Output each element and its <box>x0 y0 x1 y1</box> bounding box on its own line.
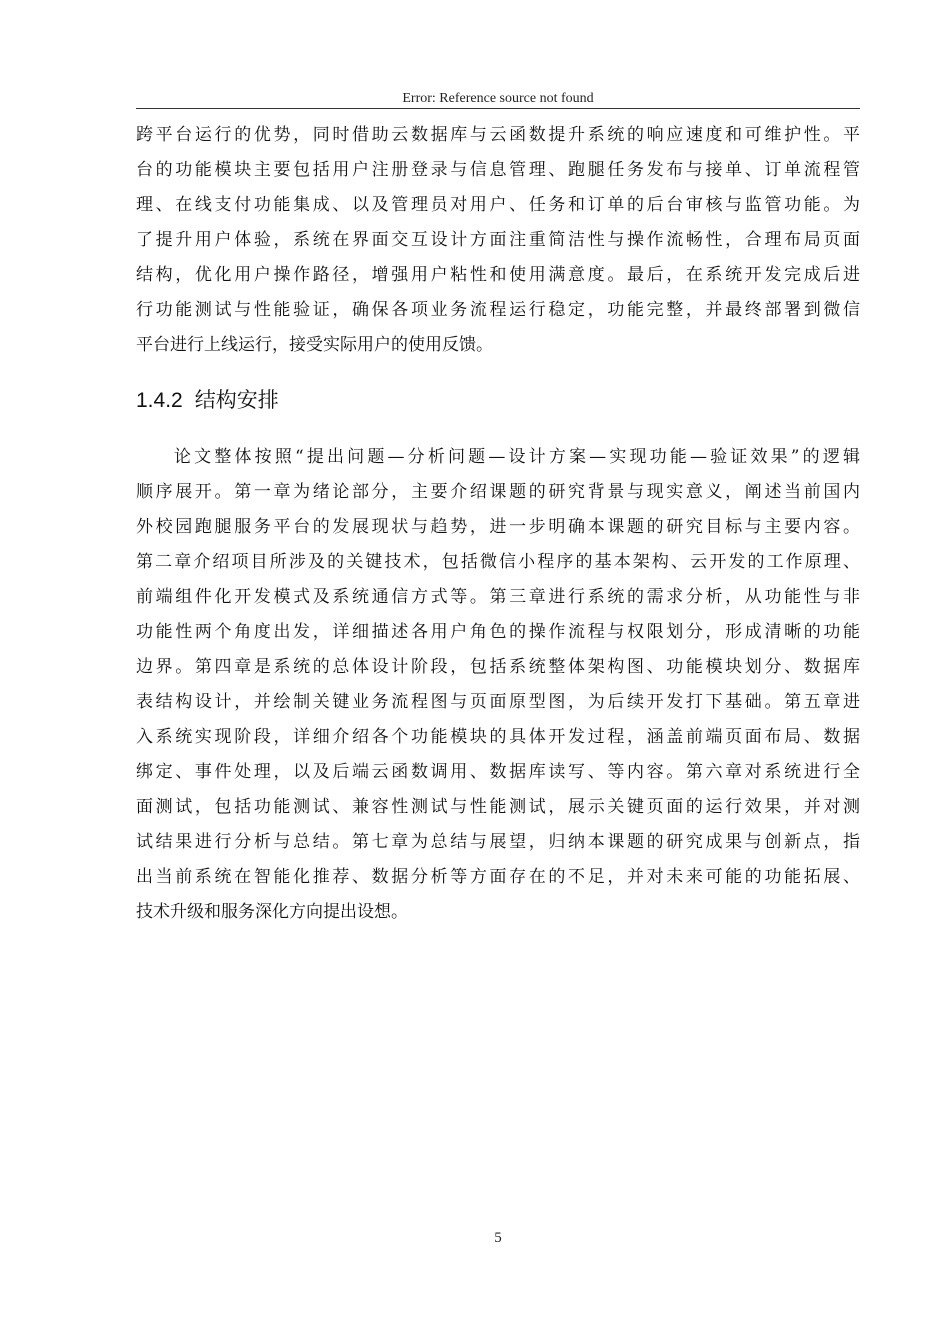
paragraph-line: 理、在线支付功能集成、以及管理员对用户、任务和订单的后台审核与监管功能。为 <box>136 195 860 215</box>
paragraph-line: 行功能测试与性能验证，确保各项业务流程运行稳定，功能完整，并最终部署到微信 <box>136 300 860 320</box>
paragraph-line: 出当前系统在智能化推荐、数据分析等方面存在的不足，并对未来可能的功能拓展、 <box>136 867 860 887</box>
paragraph-line: 了提升用户体验，系统在界面交互设计方面注重简洁性与操作流畅性，合理布局页面 <box>136 230 860 250</box>
paragraph-line: 表结构设计，并绘制关键业务流程图与页面原型图，为后续开发打下基础。第五章进 <box>136 692 860 712</box>
paragraph-line: 第二章介绍项目所涉及的关键技术，包括微信小程序的基本架构、云开发的工作原理、 <box>136 552 860 572</box>
section-heading <box>136 386 279 416</box>
paragraph-line: 论文整体按照“提出问题—分析问题—设计方案—实现功能—验证效果”的逻辑 <box>174 447 860 467</box>
paragraph-line: 入系统实现阶段，详细介绍各个功能模块的具体开发过程，涵盖前端页面布局、数据 <box>136 727 860 747</box>
header-divider <box>136 108 860 109</box>
page-number: 5 <box>494 1230 502 1246</box>
paragraph-line: 前端组件化开发模式及系统通信方式等。第三章进行系统的需求分析，从功能性与非 <box>136 587 860 607</box>
paragraph-line: 台的功能模块主要包括用户注册登录与信息管理、跑腿任务发布与接单、订单流程管 <box>136 160 860 180</box>
paragraph-line: 平台进行上线运行，接受实际用户的使用反馈。 <box>136 335 493 355</box>
paragraph-line: 结构，优化用户操作路径，增强用户粘性和使用满意度。最后，在系统开发完成后进 <box>136 265 860 285</box>
paragraph-line: 绑定、事件处理，以及后端云函数调用、数据库读写、等内容。第六章对系统进行全 <box>136 762 860 782</box>
paragraph-line: 技术升级和服务深化方向提出设想。 <box>136 902 408 922</box>
body-paragraph-scope <box>136 118 860 363</box>
paragraph-line: 试结果进行分析与总结。第七章为总结与展望，归纳本课题的研究成果与创新点，指 <box>136 832 860 852</box>
paragraph-line: 功能性两个角度出发，详细描述各用户角色的操作流程与权限划分，形成清晰的功能 <box>136 622 860 642</box>
paragraph-line: 边界。第四章是系统的总体设计阶段，包括系统整体架构图、功能模块划分、数据库 <box>136 657 860 677</box>
paragraph-line: 跨平台运行的优势，同时借助云数据库与云函数提升系统的响应速度和可维护性。平 <box>136 125 860 145</box>
body-paragraph-structure <box>136 440 860 930</box>
running-header: Error: Reference source not found <box>402 91 594 106</box>
paragraph-line: 面测试，包括功能测试、兼容性测试与性能测试，展示关键页面的运行效果，并对测 <box>136 797 860 817</box>
paragraph-line: 外校园跑腿服务平台的发展现状与趋势，进一步明确本课题的研究目标与主要内容。 <box>136 517 860 537</box>
section-number: 1.4.2 <box>136 389 183 412</box>
paragraph-line: 顺序展开。第一章为绪论部分，主要介绍课题的研究背景与现实意义，阐述当前国内 <box>136 482 860 502</box>
section-title: 结构安排 <box>194 389 279 412</box>
